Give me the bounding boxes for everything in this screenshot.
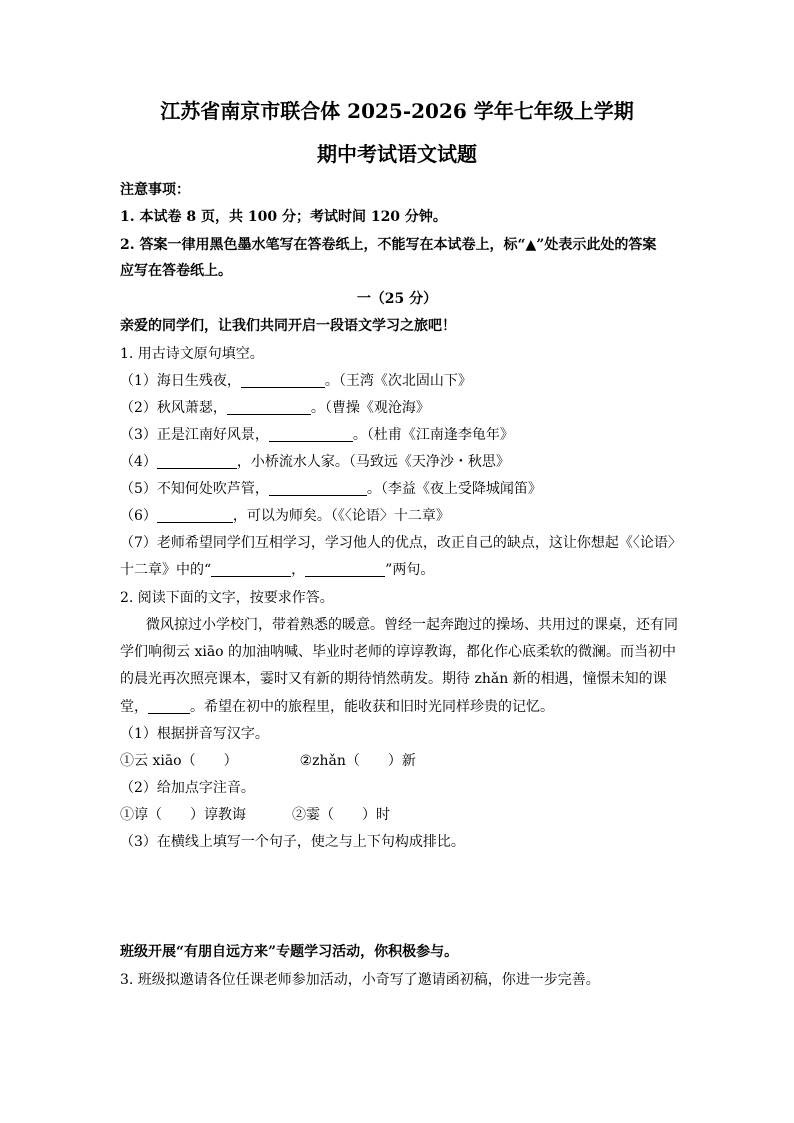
q1-item-7-comma: ， <box>291 562 306 578</box>
q2-sub-3: （3）在横线上填写一个句子，使之与上下句构成排比。 <box>120 834 465 850</box>
answer-blank <box>157 453 237 469</box>
q1-item-7b <box>120 560 434 580</box>
answer-blank <box>305 561 385 577</box>
q1-item-4-suffix: ，小桥流水人家。（马致远《天净沙・秋思》 <box>236 454 510 470</box>
q1-item-5-prefix: （5）不知何处吹芦管， <box>120 481 269 497</box>
answer-blank <box>148 698 190 714</box>
q1-item-1-suffix: 。（王湾《次北固山下》 <box>324 373 472 389</box>
q1-item-2-suffix: 。（曹操《观沧海》 <box>310 400 430 416</box>
q1-item-6-suffix: ，可以为师矣。（《〈论语〉十二章》 <box>232 508 450 524</box>
q1-item-7a: （7）老师希望同学们互相学习，学习他人的优点，改正自己的缺点，这让你想起《〈论语〉 <box>120 535 682 551</box>
q1-item-5 <box>120 479 542 499</box>
q1-item-3-prefix: （3）正是江南好风景， <box>120 427 269 443</box>
notice-heading: 注意事项： <box>120 182 190 198</box>
q3-stem: 3. 班级拟邀请各位任课老师参加活动，小奇写了邀请函初稿，你进一步完善。 <box>120 972 600 988</box>
notice-item-2b: 应写在答卷纸上。 <box>120 263 232 279</box>
q2-sub-2-item-b: ②霎（ ）时 <box>292 807 390 823</box>
q2-passage-line-3: 的晨光再次照亮课本，霎时又有新的期待悄然萌发。期待 zhǎn 新的相遇，憧憬未知的课 <box>120 671 667 687</box>
answer-blank <box>157 507 233 523</box>
q2-passage-suffix: 。希望在初中的旅程里，能收获和旧时光同样珍贵的记忆。 <box>190 699 554 715</box>
q2-sub-2-item-a: ①谆（ ）谆教诲 <box>120 807 246 823</box>
q2-passage-line-2: 学们响彻云 xiāo 的加油呐喊、毕业时老师的谆谆教诲，都化作心底柔软的微澜。而当初中 <box>120 644 677 660</box>
q1-item-2-prefix: （2）秋风萧瑟， <box>120 400 227 416</box>
q2-passage-line-1: 微风掠过小学校门，带着熟悉的暖意。曾经一起奔跑过的操场、共用过的课桌，还有同 <box>146 617 678 633</box>
q1-stem: 1. 用古诗文原句填空。 <box>120 346 264 362</box>
notice-item-1: 1. 本试卷 8 页，共 100 分；考试时间 120 分钟。 <box>120 209 447 225</box>
q1-item-3 <box>120 425 514 445</box>
notice-item-2a: 2. 答案一律用黑色墨水笔写在答卷纸上，不能写在本试卷上，标“▲”处表示此处的答案 <box>120 237 657 253</box>
q1-item-4-prefix: （4） <box>120 454 157 470</box>
answer-blank <box>269 480 367 496</box>
q2-stem: 2. 阅读下面的文字，按要求作答。 <box>120 590 334 606</box>
q1-item-7-prefix: 十二章》中的“ <box>120 562 212 578</box>
activity-intro: 班级开展“有朋自远方来”专题学习活动，你积极参与。 <box>120 944 459 960</box>
answer-blank <box>269 426 353 442</box>
q2-sub-1: （1）根据拼音写汉字。 <box>120 726 269 742</box>
q2-sub-1-items <box>120 751 416 771</box>
q1-item-6-prefix: （6） <box>120 508 157 524</box>
q1-item-3-suffix: 。（杜甫《江南逢李龟年》 <box>352 427 514 443</box>
q1-item-5-suffix: 。（李益《夜上受降城闻笛》 <box>366 481 542 497</box>
q2-passage-line-4 <box>120 697 554 717</box>
answer-blank <box>227 399 311 415</box>
q2-sub-1-item-a: ①云 xiāo（ ） <box>120 753 238 769</box>
answer-blank <box>241 372 325 388</box>
q1-item-1 <box>120 371 472 391</box>
answer-blank <box>211 561 291 577</box>
title-line-2: 期中考试语文试题 <box>317 142 477 166</box>
q1-item-1-prefix: （1）海日生残夜， <box>120 373 241 389</box>
q2-passage-prefix: 堂， <box>120 699 148 715</box>
section-heading: 一（25 分） <box>356 291 438 307</box>
q1-item-7-suffix: ”两句。 <box>385 562 435 578</box>
q2-sub-2-items <box>120 805 390 825</box>
title-line-1: 江苏省南京市联合体 2025-2026 学年七年级上学期 <box>160 99 634 123</box>
q2-sub-2: （2）给加点字注音。 <box>120 780 255 796</box>
q1-item-2 <box>120 398 430 418</box>
q1-item-4 <box>120 452 510 472</box>
section-intro: 亲爱的同学们，让我们共同开启一段语文学习之旅吧！ <box>120 318 456 334</box>
q1-item-6 <box>120 506 450 526</box>
q2-sub-1-item-b: ②zhǎn（ ）新 <box>299 753 416 769</box>
